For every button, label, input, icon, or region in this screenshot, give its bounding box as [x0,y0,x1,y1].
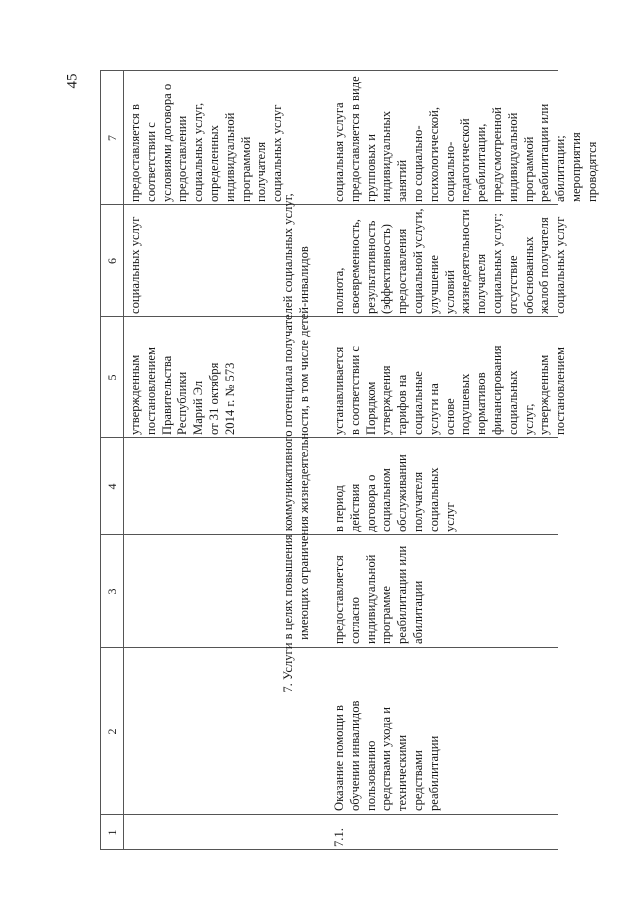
row-col5: устанавливается в соответствии с Порядком утверждения тарифов на социальные услуги на основе подушевых нормативов финансирования социальных услуг, утвержденным постановлением [332,345,568,435]
header-bottom-border [123,70,124,850]
row-col2: Оказание помощи в обучении инвалидов пользованию средствами ухода и техническими средствами реабилитации [332,700,441,811]
section-title-line1: 7. Услуги в целях повышения коммуникативного потенциала получателей социальных услуг, [281,193,295,693]
row-number: 7.1. [332,828,346,847]
row-col7: социальная услуга предоставляется в виде групповых и индивидуальных занятий по социально- психологической, социально- педагогической реабилитации, предусмотренной индивидуальной программой реабилитации или абилитации; мероприятия проводятся [332,76,599,202]
row-col4: в период действия договора о социальном обслуживании получателя социальных услуг [332,454,457,532]
header-col-6: 6 [105,258,119,264]
continuation-col5: утвержденным постановлением Правительства Республики Марий Эл от 31 октября 2014 г. № 573 [128,347,237,435]
col-border [100,437,558,438]
row-col6: полнота, своевременность, результативность (эффективность) предоставления социальной услуги, улучшение условий жизнедеятельности получателя социальных услуг; отсутствие обоснованных жалоб получателя социальных услуг [332,208,568,314]
col-border [100,70,558,71]
continuation-col6: социальных услуг [128,216,142,314]
header-col-5: 5 [105,374,119,381]
page-number: 45 [64,73,81,89]
row-col3: предоставляется согласно индивидуальной программе реабилитации или абилитации [332,545,425,644]
rotated-table-page [100,70,599,850]
col-border [100,316,558,317]
header-col-4: 4 [105,483,119,490]
header-col-7: 7 [105,135,119,141]
section-title-line2: имеющих ограничения жизнедеятельности, в том числе детей-инвалидов [296,246,311,640]
col-border [100,814,558,815]
header-top-border [100,70,101,850]
col-border [100,534,558,535]
col-border [100,849,558,850]
header-col-1: 1 [105,829,119,836]
col-border [100,647,558,648]
continuation-col7: предоставляется в соответствии с условиями договора о предоставлении социальных услуг, определенных индивидуальной программой получателя социальных услуг [128,83,285,202]
header-col-3: 3 [105,588,119,595]
col-border [100,204,558,205]
header-col-2: 2 [105,728,119,735]
section-title [281,71,313,815]
